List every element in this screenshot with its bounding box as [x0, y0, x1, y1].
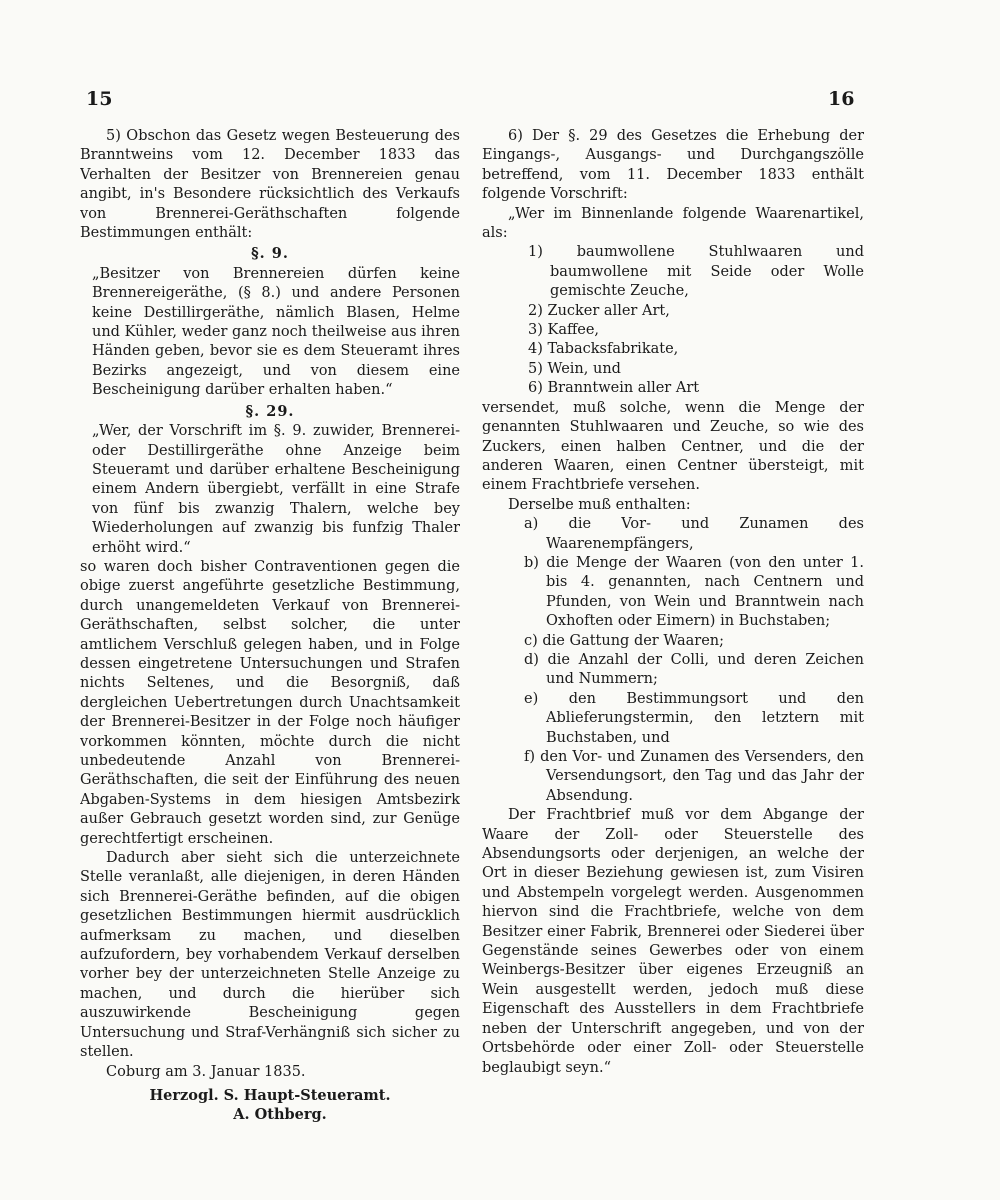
section-9-text: „Besitzer von Brennereien dürfen keine Brennereigeräthe, (§ 8.) und andere Personen keine Destillirgeräthe, nämlich Blasen, Helme und Kühler, weder ganz noch theilweise aus ihren Händen geben, bevor sie es dem Steueramt ihres Bezirks angezeigt, und von diesem eine Bescheinigung darüber erhalten haben.“ [92, 265, 460, 399]
body-paragraph-2: Dadurch aber sieht sich die unterzeichnete Stelle veranlaßt, alle diejenigen, in deren Händen sich Brennerei-Geräthe befinden, auf die obigen gesetzlichen Bestimmungen hiermit ausdrücklich aufmerksam zu machen, und dieselben aufzufordern, bey vorhabendem Verkauf derselben vorher bey der unterzeichneten Stelle Anzeige zu machen, und durch die hierüber sich auszuwirkende Bescheinigung gegen Untersuchung und Straf-Verhängniß sich sicher zu stellen. [80, 850, 460, 1061]
section-29-heading: §. 29. [245, 402, 295, 420]
page-number-left: 15 [86, 88, 113, 110]
contents-item: c) die Gattung der Waaren; [524, 632, 725, 649]
right-column [482, 127, 864, 1078]
after-goods-paragraph: versendet, muß solche, wenn die Menge der genannten Stuhlwaaren und Zeuche, so wie des Zuckers, einen halben Centner, und die der anderen Waaren, einen Centner übersteigt, mit einem Frachtbriefe versehen. [482, 399, 864, 494]
quote-intro: „Wer im Binnenlande folgende Waarenartikel, als: [482, 205, 864, 242]
closing-paragraph: Der Frachtbrief muß vor dem Abgange der Waare der Zoll- oder Steuerstelle des Absendungsorts oder derjenigen, an welche der Ort in dieser Beziehung gewiesen ist, zum Visiren und Abstempeln vorgelegt werden. Ausgenommen hiervon sind die Frachtbriefe, welche von dem Besitzer einer Fabrik, Brennerei oder Siederei über Gegenstände seines Gewerbes oder von einem Weinbergs-Besitzer über eigenes Erzeugniß an Wein ausgestellt werden, jedoch muß diese Eigenschaft des Ausstellers in dem Frachtbriefe neben der Unterschrift angegeben, und von der Ortsbehörde oder einer Zoll- oder Steuerstelle beglaubigt seyn.“ [482, 807, 864, 1076]
goods-item: 6) Branntwein aller Art [528, 380, 700, 397]
section-29-text: „Wer, der Vorschrift im §. 9. zuwider, Brennerei- oder Destillirgeräthe ohne Anzeige beim Steueramt und darüber erhaltene Bescheinigung einem Andern übergiebt, verfällt in eine Strafe von fünf bis zwanzig Thalern, welche bey Wiederholungen auf zwanzig bis funfzig Thaler erhöht wird.“ [92, 423, 460, 556]
page-number-right: 16 [828, 88, 855, 110]
signature-name: A. Othberg. [233, 1106, 327, 1124]
goods-item: 1) baumwollene Stuhlwaaren und baumwollene mit Seide oder Wolle gemischte Zeuche, [528, 244, 864, 300]
goods-item: 5) Wein, und [528, 360, 621, 377]
signature-office: Herzogl. S. Haupt-Steueramt. [149, 1086, 391, 1104]
paragraph-5-intro: 5) Obschon das Gesetz wegen Besteuerung des Branntweins vom 12. December 1833 das Verhalten der Besitzer von Brennereien genau angibt, in's Besondere rücksichtlich des Verkaufs von Brennerei-Geräthschaften folgende Bestimmungen enthält: [80, 128, 460, 242]
contents-item: d) die Anzahl der Colli, und deren Zeichen und Nummern; [524, 651, 864, 688]
goods-item: 3) Kaffee, [528, 322, 600, 339]
paragraph-6-intro: 6) Der §. 29 des Gesetzes die Erhebung der Eingangs-, Ausgangs- und Durchgangszölle betreffend, vom 11. December 1833 enthält folgende Vorschrift: [482, 128, 864, 203]
body-paragraph-1: so waren doch bisher Contraventionen gegen die obige zuerst angeführte gesetzliche Bestimmung, durch unangemeldeten Verkauf von Brennerei-Geräthschaften, selbst solcher, die unter amtlichem Verschluß gelegen haben, und in Folge dessen eingetretene Untersuchungen und Strafen nichts Seltenes, und die Besorgniß, daß dergleichen Uebertretungen durch Unachtsamkeit der Brennerei-Besitzer in der Folge noch häufiger vorkommen könnten, möchte durch die nicht unbedeutende Anzahl von Brennerei-Geräthschaften, die seit der Einführung des neuen Abgaben-Systems in dem hiesigen Amtsbezirk außer Gebrauch gesetzt worden sind, zur Genüge gerechtfertigt erscheinen. [80, 558, 460, 847]
must-contain-line: Derselbe muß enthalten: [508, 496, 691, 513]
contents-item: f) den Vor- und Zunamen des Versenders, den Versendungsort, den Tag und das Jahr der Absendung. [524, 749, 864, 804]
goods-item: 2) Zucker aller Art, [528, 302, 670, 319]
contents-item: b) die Menge der Waaren (von den unter 1. bis 4. genannten, nach Centnern und Pfunden, von Wein und Branntwein nach Oxhoften oder Eimern) in Buchstaben; [524, 554, 864, 630]
contents-item: a) die Vor- und Zunamen des Waarenempfängers, [524, 516, 864, 552]
left-column [80, 127, 460, 1125]
date-line: Coburg am 3. Januar 1835. [106, 1063, 306, 1080]
goods-item: 4) Tabacksfabrikate, [528, 341, 679, 358]
contents-item: e) den Bestimmungsort und den Ablieferungstermin, den letztern mit Buchstaben, und [524, 690, 864, 746]
section-9-heading: §. 9. [251, 245, 289, 263]
